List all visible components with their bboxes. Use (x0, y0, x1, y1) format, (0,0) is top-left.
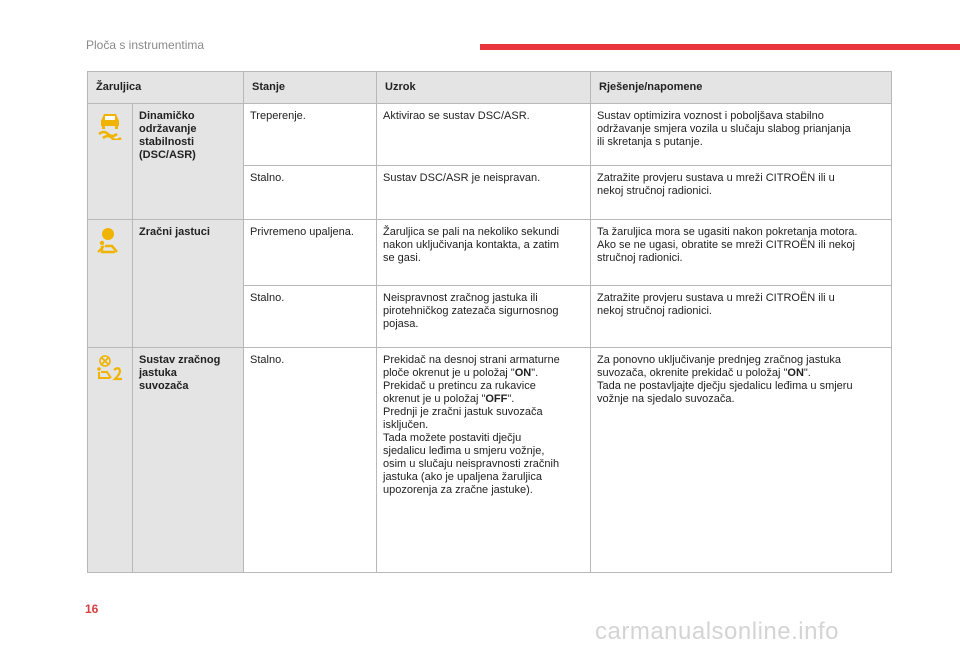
bold-inline-text: ON (514, 367, 532, 379)
watermark-text: carmanualsonline.info (595, 618, 839, 645)
bold-inline-text: OFF (485, 393, 508, 405)
column-header-cause: Uzrok (377, 72, 591, 104)
cause-cell: Sustav DSC/ASR je neispravan. (377, 166, 591, 220)
lamp-icon-cell (88, 104, 133, 220)
inline-text: Prekidač na desnoj strani armaturne ploče okrenut je u položaj " (383, 354, 560, 379)
section-title: Ploča s instrumentima (86, 38, 205, 52)
inline-text: Za ponovno uključivanje prednjeg zračnog jastuka suvozača, okrenite prekidač u položaj " (597, 354, 841, 379)
bold-inline-text: ON (787, 367, 804, 379)
page-number: 16 (85, 602, 99, 616)
solution-cell: Ta žaruljica mora se ugasiti nakon pokretanja motora. Ako se ne ugasi, obratite se mreži CITROËN ili nekoj stručnoj radionici. (591, 220, 892, 286)
state-cell: Stalno. (244, 348, 377, 573)
dsc-asr-warning-icon (95, 110, 125, 140)
column-header-solution: Rješenje/napomene (591, 72, 892, 104)
cause-cell: Žaruljica se pali na nekoliko sekundi nakon uključivanja kontakta, a zatim se gasi. (377, 220, 591, 286)
lamp-name: Sustav zračnog jastuka suvozača (133, 348, 244, 573)
state-cell: Privremeno upaljena. (244, 220, 377, 286)
cause-cell (377, 348, 591, 573)
table-row (88, 220, 892, 286)
state-cell: Stalno. (244, 166, 377, 220)
table-header-row (88, 72, 892, 104)
warning-lamps-table (87, 71, 892, 573)
solution-cell: Sustav optimizira voznost i poboljšava stabilno održavanje smjera vozila u slučaju slabog prianjanja ili skretanja s putanje. (591, 104, 892, 166)
cause-rich-text (383, 354, 560, 496)
state-cell: Stalno. (244, 286, 377, 348)
airbag-warning-icon (95, 226, 125, 256)
solution-cell (591, 348, 892, 573)
inline-text: ". Tada ne postavljajte dječju sjedalicu leđima u smjeru vožnje na sjedalo suvozača. (597, 367, 853, 405)
inline-text: ". Prednji je zračni jastuk suvozača isključen. Tada možete postaviti dječju sjedalicu leđima u smjeru vožnje, osim u slučaju neispravnosti zračnih jastuka (ako je upaljena žaruljica upozorenja za zračne jastuke). (383, 393, 560, 496)
cause-cell: Neispravnost zračnog jastuka ili pirotehničkog zatezača sigurnosnog pojasa. (377, 286, 591, 348)
state-cell: Treperenje. (244, 104, 377, 166)
solution-cell: Zatražite provjeru sustava u mreži CITROËN ili u nekoj stručnoj radionici. (591, 166, 892, 220)
cause-cell: Aktivirao se sustav DSC/ASR. (377, 104, 591, 166)
passenger-airbag-off-icon (94, 354, 126, 384)
header-accent-bar (480, 44, 960, 50)
lamp-name: Zračni jastuci (133, 220, 244, 348)
solution-rich-text (597, 354, 853, 405)
solution-cell: Zatražite provjeru sustava u mreži CITROËN ili u nekoj stručnoj radionici. (591, 286, 892, 348)
column-header-lamp: Žaruljica (88, 72, 244, 104)
lamp-name: Dinamičko održavanje stabilnosti (DSC/ASR) (133, 104, 244, 220)
table-row (88, 348, 892, 573)
table-row (88, 104, 892, 166)
lamp-icon-cell (88, 348, 133, 573)
lamp-icon-cell (88, 220, 133, 348)
inline-text: ". Prekidač u pretincu za rukavice okrenut je u položaj " (383, 367, 539, 405)
column-header-state: Stanje (244, 72, 377, 104)
